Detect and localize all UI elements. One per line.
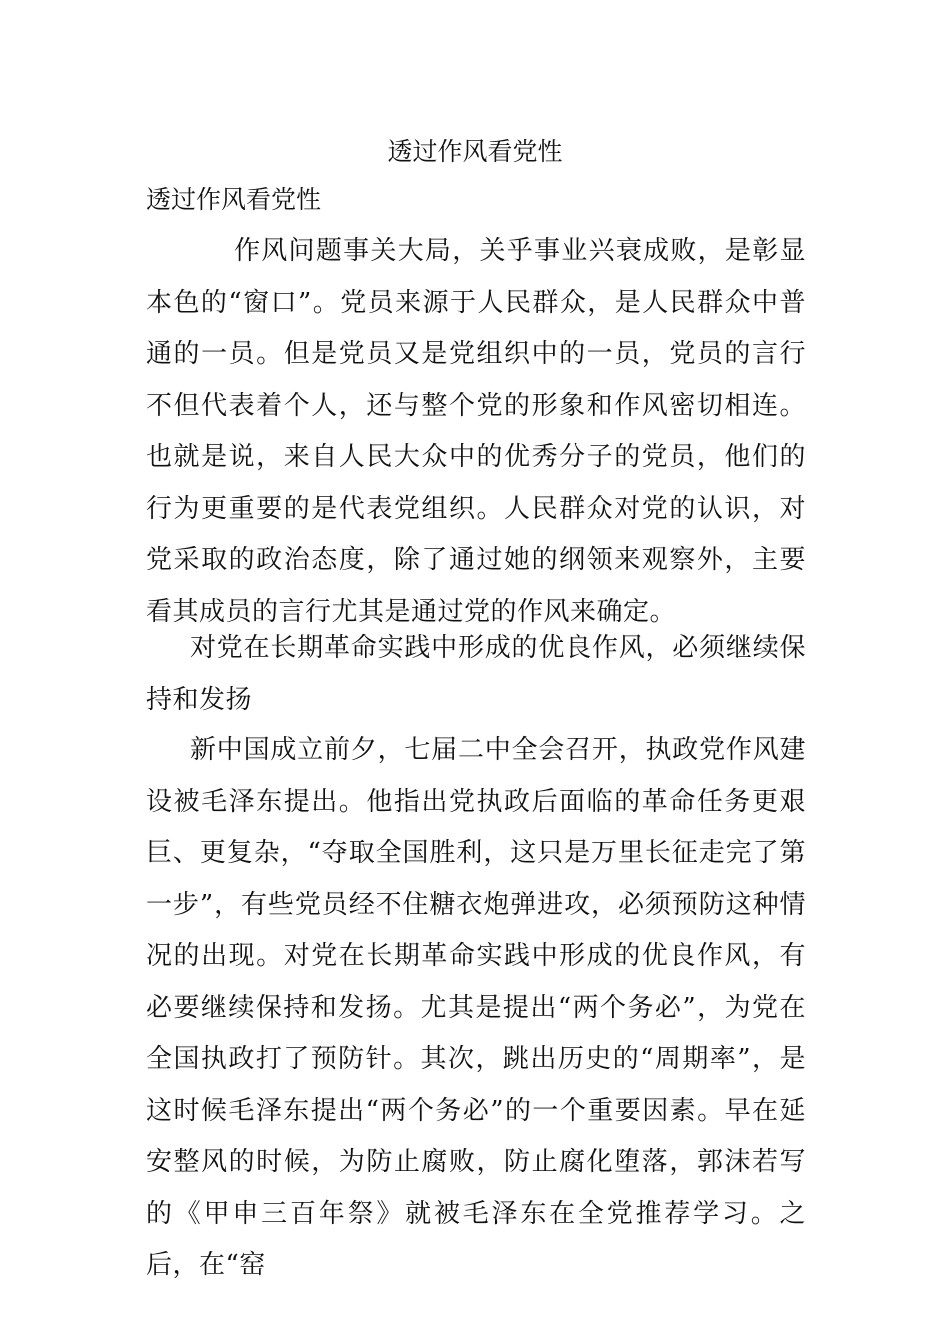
document-subtitle: 透过作风看党性 [146,185,322,214]
paragraph-intro: 作风问题事关大局，关乎事业兴衰成败，是彰显本色的“窗口”。党员来源于人民群众，是人民群众中普通的一员。但是党员又是党组织中的一员，党员的言行不但代表着个人，还与整个党的形象和作风密切相连。也就是说，来自人民大众中的优秀分子的党员，他们的行为更重要的是代表党组织。人民群众对党的认识，对党采取的政治态度，除了通过她的纲领来观察外，主要看其成员的言行尤其是通过党的作风来确定。 [146,236,806,627]
document-title: 透过作风看党性 [387,137,563,166]
paragraph-heading: 对党在长期革命实践中形成的优良作风，必须继续保持和发扬 [146,633,806,715]
paragraph-history: 新中国成立前夕，七届二中全会召开，执政党作风建设被毛泽东提出。他指出党执政后面临的革命任务更艰巨、更复杂，“夺取全国胜利，这只是万里长征走完了第一步”，有些党员经不住糖衣炮弹进攻，必须预防这种情况的出现。对党在长期革命实践中形成的优良作风，有必要继续保持和发扬。尤其是提出“两个务必”，为党在全国执政打了预防针。其次，跳出历史的“周期率”，是这时候毛泽东提出“两个务必”的一个重要因素。早在延安整风的时候，为防止腐败，防止腐化堕落，郭沫若写的《甲申三百年祭》就被毛泽东在全党推荐学习。之后，在“窑 [146,735,806,1280]
